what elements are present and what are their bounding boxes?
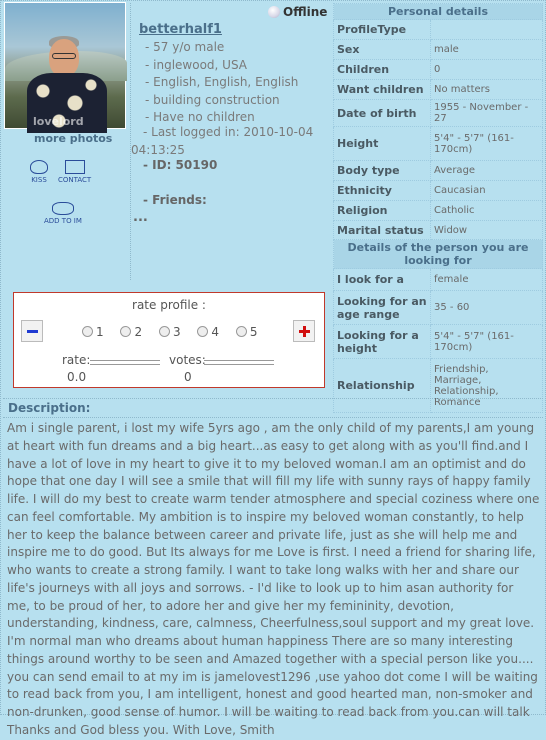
detail-key: Body type xyxy=(334,161,431,181)
radio-icon[interactable] xyxy=(82,326,93,337)
details-header-row xyxy=(334,4,543,20)
add-to-im-label: ADD TO IM xyxy=(44,217,82,225)
description-text: Am i single parent, i lost my wife 5yrs ago , am the only child of my parents,I am young at heart with fun dreams and a big heart...as easy to get along with as you'll find.and I have a lot of love in my heart to give it to my beloved woman.I am an optimist and do hope that one day I will see a smile that will fill my life with sunny rays of happy family life. I will do my best to create warm tender atmosphere and special coziness where one can feel comfortable. My ambition is to inspire my beloved woman constantly, to help her to keep the balance between career and private life, just as she will help me and inspire me to do good. But Its always for me Love is first. I need a friend for sharing life, who wants to create a strong family. I want to take long walks with her and share our life's journeys with all joys and sorrows. - I'd like to look up to him asan authority for me, to be proud of her, to adore her and give her my femininity, devotion, understanding, kindness, care, calmness, Cheerfulness,soul support and my great love. I'm normal man who dreams about human happiness There are so many interesting things around worthy to be seen and Amazed together with a special person like you.... you can send email to at my im is jamelovest1296 ,use yahoo dot come I will be waiting to read back from you, I am intelligent, honest and good hearted man, non-smoker and non-drunken, good sense of humor. I will be waiting to read back from you.can will talk Thanks and God bless you. With Love, Smith xyxy=(7,421,540,737)
add-to-im-button[interactable] xyxy=(44,202,82,225)
detail-key: Want children xyxy=(334,80,431,100)
looking-key: Looking for an age range xyxy=(334,291,431,325)
detail-key: Date of birth xyxy=(334,100,431,127)
kiss-icon xyxy=(30,160,48,174)
detail-row xyxy=(334,100,543,127)
children-info: - Have no children xyxy=(145,110,255,124)
detail-row xyxy=(334,60,543,80)
looking-value: 35 - 60 xyxy=(431,291,543,325)
profile-summary xyxy=(145,39,298,127)
personal-details-panel xyxy=(333,3,543,413)
detail-row xyxy=(334,40,543,60)
rating-options xyxy=(82,325,271,339)
rate-label: rate: xyxy=(62,353,91,367)
kiss-button[interactable] xyxy=(30,160,48,184)
rating-option-4[interactable] xyxy=(197,325,219,339)
detail-row xyxy=(334,201,543,221)
votes-bar xyxy=(204,360,274,365)
username-link[interactable]: betterhalf1 xyxy=(139,22,222,37)
rating-option-label: 2 xyxy=(134,325,143,339)
radio-icon[interactable] xyxy=(197,326,208,337)
minus-button[interactable] xyxy=(21,320,43,342)
rating-option-label: 1 xyxy=(96,325,104,339)
languages: - English, English, English xyxy=(145,75,299,89)
detail-value: Average xyxy=(431,161,543,181)
detail-row xyxy=(334,80,543,100)
looking-value: Friendship, Marriage, Relationship, Romance xyxy=(431,359,543,413)
detail-value: Caucasian xyxy=(431,181,543,201)
more-photos-link[interactable]: more photos xyxy=(34,132,113,145)
detail-row xyxy=(334,221,543,240)
looking-value: female xyxy=(431,269,543,291)
detail-value: No matters xyxy=(431,80,543,100)
rate-bar xyxy=(90,360,160,365)
friends-label: - Friends: xyxy=(143,193,207,207)
looking-header-row xyxy=(334,240,543,269)
detail-value: Widow xyxy=(431,221,543,240)
online-status xyxy=(268,5,327,19)
kiss-label: KISS xyxy=(31,176,47,184)
looking-row xyxy=(334,269,543,291)
looking-value: 5'4" - 5'7" (161-170cm) xyxy=(431,325,543,359)
profile-id: - ID: 50190 xyxy=(143,158,218,172)
rating-option-3[interactable] xyxy=(159,325,181,339)
looking-row xyxy=(334,291,543,325)
votes-label: votes: xyxy=(169,353,206,367)
photo-watermark: lovelord xyxy=(33,115,84,128)
rating-option-5[interactable] xyxy=(236,325,258,339)
contact-label: CONTACT xyxy=(58,176,92,184)
photo-glasses xyxy=(52,53,76,59)
plus-button[interactable] xyxy=(293,320,315,342)
detail-row xyxy=(334,161,543,181)
rating-option-2[interactable] xyxy=(120,325,142,339)
rate-profile-box xyxy=(13,292,325,388)
envelope-icon xyxy=(65,160,85,174)
last-logged-text: - Last logged in: 2010-10-04 04:13:25 xyxy=(131,125,314,157)
votes-value: 0 xyxy=(184,370,192,384)
looking-title: Details of the person you are looking for xyxy=(334,240,543,269)
rate-profile-title: rate profile : xyxy=(132,298,206,312)
detail-key: Marital status xyxy=(334,221,431,240)
radio-icon[interactable] xyxy=(236,326,247,337)
detail-value: 1955 - November - 27 xyxy=(431,100,543,127)
description-title: Description: xyxy=(3,398,543,418)
detail-row xyxy=(334,20,543,40)
detail-row xyxy=(334,181,543,201)
looking-row xyxy=(334,325,543,359)
detail-key: Height xyxy=(334,127,431,161)
friends-more[interactable]: ... xyxy=(133,210,148,225)
detail-key: Ethnicity xyxy=(334,181,431,201)
last-logged-in xyxy=(131,124,326,159)
chat-bubble-icon xyxy=(52,202,74,215)
status-text: Offline xyxy=(283,5,328,19)
status-dot-icon xyxy=(268,6,280,18)
occupation: - building construction xyxy=(145,92,280,107)
detail-key: Religion xyxy=(334,201,431,221)
personal-details-table xyxy=(333,3,543,413)
radio-icon[interactable] xyxy=(159,326,170,337)
location: - inglewood, USA xyxy=(145,57,247,72)
detail-value xyxy=(431,20,543,40)
rate-value: 0.0 xyxy=(67,370,87,384)
rating-option-label: 3 xyxy=(172,325,181,339)
detail-key: Sex xyxy=(334,40,431,60)
contact-button[interactable] xyxy=(58,160,91,184)
detail-value: 0 xyxy=(431,60,543,80)
detail-key: Children xyxy=(334,60,431,80)
looking-key: Relationship xyxy=(334,359,431,413)
rating-option-label: 5 xyxy=(249,325,258,339)
detail-value: Catholic xyxy=(431,201,543,221)
looking-key: Looking for a height xyxy=(334,325,431,359)
profile-photo[interactable] xyxy=(4,2,126,129)
age-sex: - 57 y/o male xyxy=(145,40,225,54)
detail-value: 5'4" - 5'7" (161-170cm) xyxy=(431,127,543,161)
looking-key: I look for a xyxy=(334,269,431,291)
detail-value: male xyxy=(431,40,543,60)
detail-row xyxy=(334,127,543,161)
radio-icon[interactable] xyxy=(120,326,131,337)
details-title: Personal details xyxy=(334,4,543,20)
detail-key: ProfileType xyxy=(334,20,431,40)
rating-option-1[interactable] xyxy=(82,325,104,339)
rating-option-label: 4 xyxy=(211,325,220,339)
